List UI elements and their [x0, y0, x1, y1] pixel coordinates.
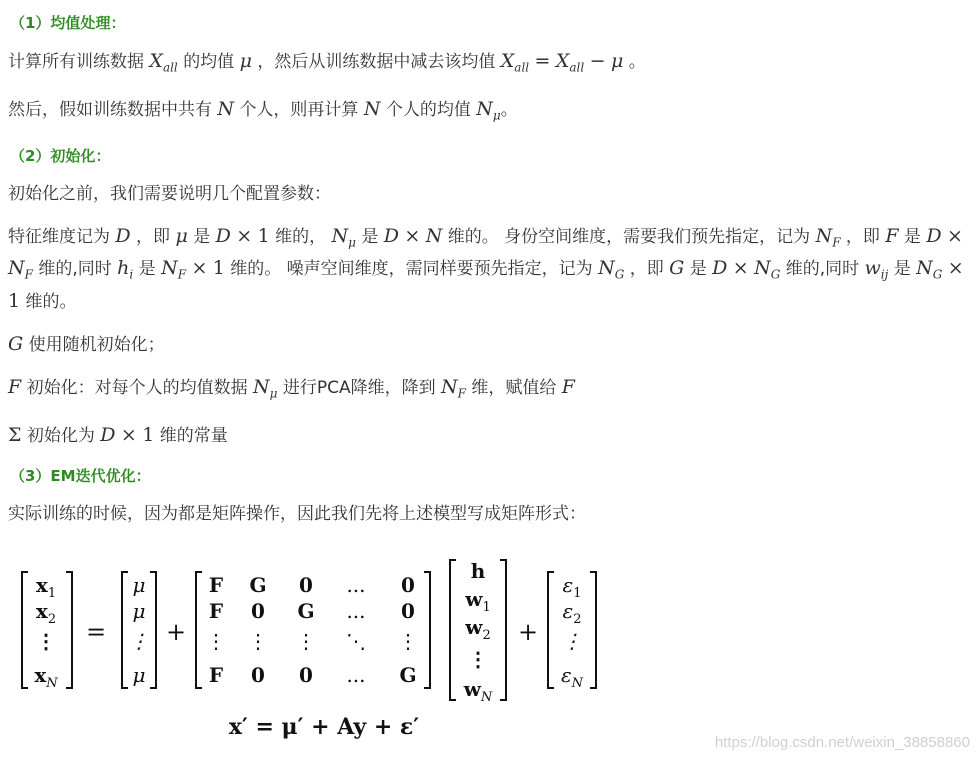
- bracket-left: [548, 572, 554, 688]
- vector-eps-entry: $\varepsilon_1$: [562, 573, 582, 601]
- matrix-entry: ⋮: [398, 629, 418, 653]
- vector-mu-entry: ⋮: [129, 629, 149, 653]
- watermark-url: https://blog.csdn.net/weixin_38858860: [714, 734, 970, 751]
- matrix-entry: 0: [299, 573, 313, 597]
- paragraph-f-init: F 初始化：对每个人的均值数据 $N_\mu$ 进行PCA降维，降到 $N_F$ 维，赋值给 F: [8, 375, 575, 400]
- vector-x-entry: ⋮: [36, 629, 56, 653]
- matrix-equation-figure: [10, 548, 610, 748]
- vector-eps-entry: $\varepsilon_2$: [562, 599, 582, 627]
- section-heading-mean: （1）均值处理：: [10, 14, 126, 32]
- bracket-right: [150, 572, 156, 688]
- matrix-entry: ...: [346, 573, 366, 597]
- matrix-entry: 0: [401, 573, 415, 597]
- paragraph-person-mean: 然后，假如训练数据中共有 N 个人，则再计算 N 个人的均值 $N_\mu$。: [8, 98, 518, 123]
- vector-mu-entry: μ: [132, 663, 146, 687]
- bracket-left: [122, 572, 128, 688]
- section-heading-em: （3）EM迭代优化：: [10, 466, 151, 485]
- bracket-left: [450, 560, 456, 700]
- vector-hw-entry: $w_2$: [465, 615, 491, 643]
- paragraph-matrix-intro: 实际训练的时候，因为都是矩阵操作，因此我们先将上述模型写成矩阵形式：: [8, 503, 586, 524]
- matrix-entry: ⋱: [346, 629, 366, 653]
- matrix-entry: F: [208, 573, 224, 597]
- matrix-entry: ⋮: [296, 629, 316, 653]
- bracket-right: [66, 572, 72, 688]
- bracket-right: [590, 572, 596, 688]
- paragraph-mean-subtract: 计算所有训练数据 $X_{all}$ 的均值 μ ，然后从训练数据中减去该均值 $X_{all} = X_{all} - \mu$ 。: [8, 50, 646, 75]
- vector-hw-entry: $w_1$: [465, 587, 491, 615]
- bracket-right: [424, 572, 430, 688]
- matrix-equation-svg: [10, 548, 610, 748]
- matrix-entry: F: [208, 599, 224, 623]
- bracket-right: [500, 560, 506, 700]
- matrix-entry: G: [297, 599, 315, 623]
- vector-mu-entry: μ: [132, 573, 146, 597]
- bracket-left: [22, 572, 28, 688]
- section-heading-init: （2）初始化：: [10, 146, 111, 165]
- paragraph-dimensions: 特征维度记为 D ，即 μ 是 D × 1 维的， $N_\mu$ 是 D × N 维的。 身份空间维度，需要我们预先指定，记为 $N_F$ ，即 F 是 $D \times N_F$ 维的,同时 $h_i$ 是 $N_F \times 1$ 维的。 噪声空间维度，需同样要预先指定，记为 $N_G$ ，即 G 是 $D \times N_G$ 维的,同时 $w_{ij}$ 是 $N_G \times 1$ 维的。: [8, 224, 964, 312]
- matrix-entry: 0: [251, 663, 265, 687]
- matrix-entry: ⋮: [206, 629, 226, 653]
- matrix-entry: ⋮: [248, 629, 268, 653]
- compact-equation: x′ = μ′ + Ay + ε′: [228, 714, 420, 740]
- matrix-entry: 0: [401, 599, 415, 623]
- matrix-entry: F: [208, 663, 224, 687]
- vector-eps-entry: $\varepsilon_N$: [560, 663, 584, 691]
- vector-eps-entry: ⋮: [562, 629, 582, 653]
- matrix-entry: ...: [346, 663, 366, 687]
- vector-hw-entry: ⋮: [468, 647, 488, 671]
- vector-x-entry: $x_N$: [34, 663, 58, 691]
- paragraph-g-init: G 使用随机初始化；: [8, 332, 165, 355]
- vector-mu-entry: μ: [132, 599, 146, 623]
- matrix-entry: G: [249, 573, 267, 597]
- paragraph-sigma-init: Σ 初始化为 D × 1 维的常量: [8, 423, 228, 446]
- vector-hw-entry: $w_N$: [463, 677, 493, 705]
- matrix-entry: G: [399, 663, 417, 687]
- matrix-entry: ...: [346, 599, 366, 623]
- vector-x-entry: $x_1$: [35, 573, 57, 601]
- equals-sign: =: [85, 618, 107, 646]
- vector-x-entry: $x_2$: [35, 599, 57, 627]
- vector-hw-entry: h: [470, 559, 486, 583]
- equation-cells: [34, 559, 583, 740]
- plus-sign: +: [165, 618, 187, 646]
- matrix-entry: 0: [251, 599, 265, 623]
- article-body: [8, 8, 970, 543]
- bracket-left: [196, 572, 202, 688]
- matrix-entry: 0: [299, 663, 313, 687]
- paragraph-init-intro: 初始化之前，我们需要说明几个配置参数：: [8, 183, 331, 204]
- plus-sign: +: [517, 618, 539, 646]
